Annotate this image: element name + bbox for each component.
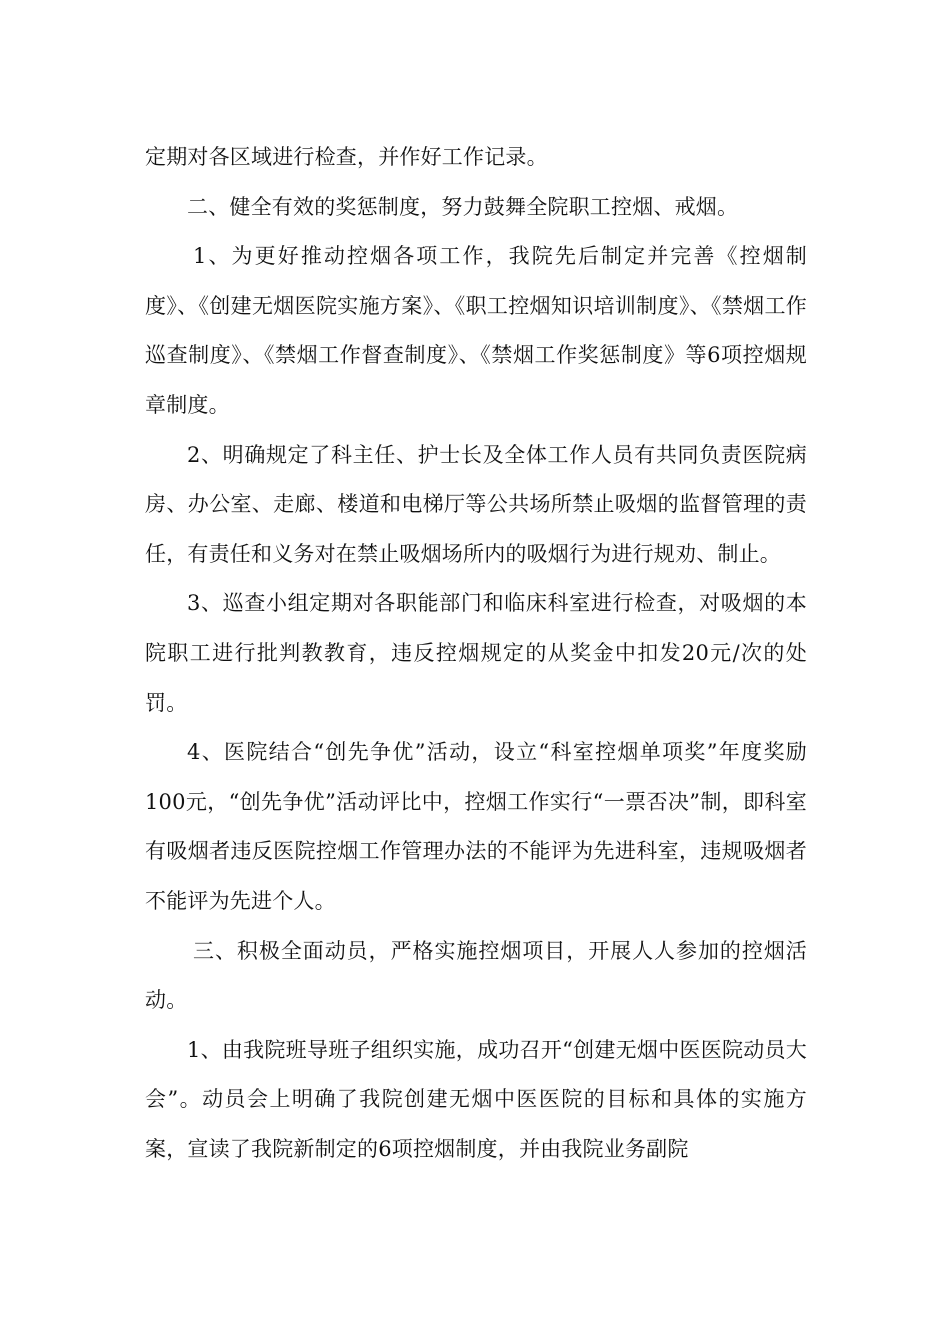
document-body [145,133,807,1174]
paragraph-item-1: 1、为更好推动控烟各项工作，我院先后制定并完善《控烟制度》、《创建无烟医院实施方案》、《职工控烟知识培训制度》、《禁烟工作巡查制度》、《禁烟工作督查制度》、《禁烟工作奖惩制度》等6项控烟规章制度。 [145,244,807,417]
paragraph-continuation: 定期对各区域进行检查，并作好工作记录。 [145,145,548,169]
paragraph-item-4: 4、医院结合“创先争优”活动，设立“科室控烟单项奖”年度奖励100元，“创先争优”活动评比中，控烟工作实行“一票否决”制，即科室有吸烟者违反医院控烟工作管理办法的不能评为先进科室，违规吸烟者不能评为先进个人。 [145,740,807,913]
paragraph-item-3: 3、巡查小组定期对各职能部门和临床科室进行检查，对吸烟的本院职工进行批判教教育，违反控烟规定的从奖金中扣发20元/次的处罚。 [145,591,807,715]
paragraph-item-2: 2、明确规定了科主任、护士长及全体工作人员有共同负责医院病房、办公室、走廊、楼道和电梯厅等公共场所禁止吸烟的监督管理的责任，有责任和义务对在禁止吸烟场所内的吸烟行为进行规劝、制止。 [145,442,807,566]
section-heading-3: 三、积极全面动员，严格实施控烟项目，开展人人参加的控烟活动。 [145,938,807,1013]
section-heading-2: 二、健全有效的奖惩制度，努力鼓舞全院职工控烟、戒烟。 [187,194,739,219]
paragraph-item-5: 1、由我院班导班子组织实施，成功召开“创建无烟中医医院动员大会”。动员会上明确了我院创建无烟中医医院的目标和具体的实施方案，宣读了我院新制定的6项控烟制度，并由我院业务副院 [145,1037,807,1161]
